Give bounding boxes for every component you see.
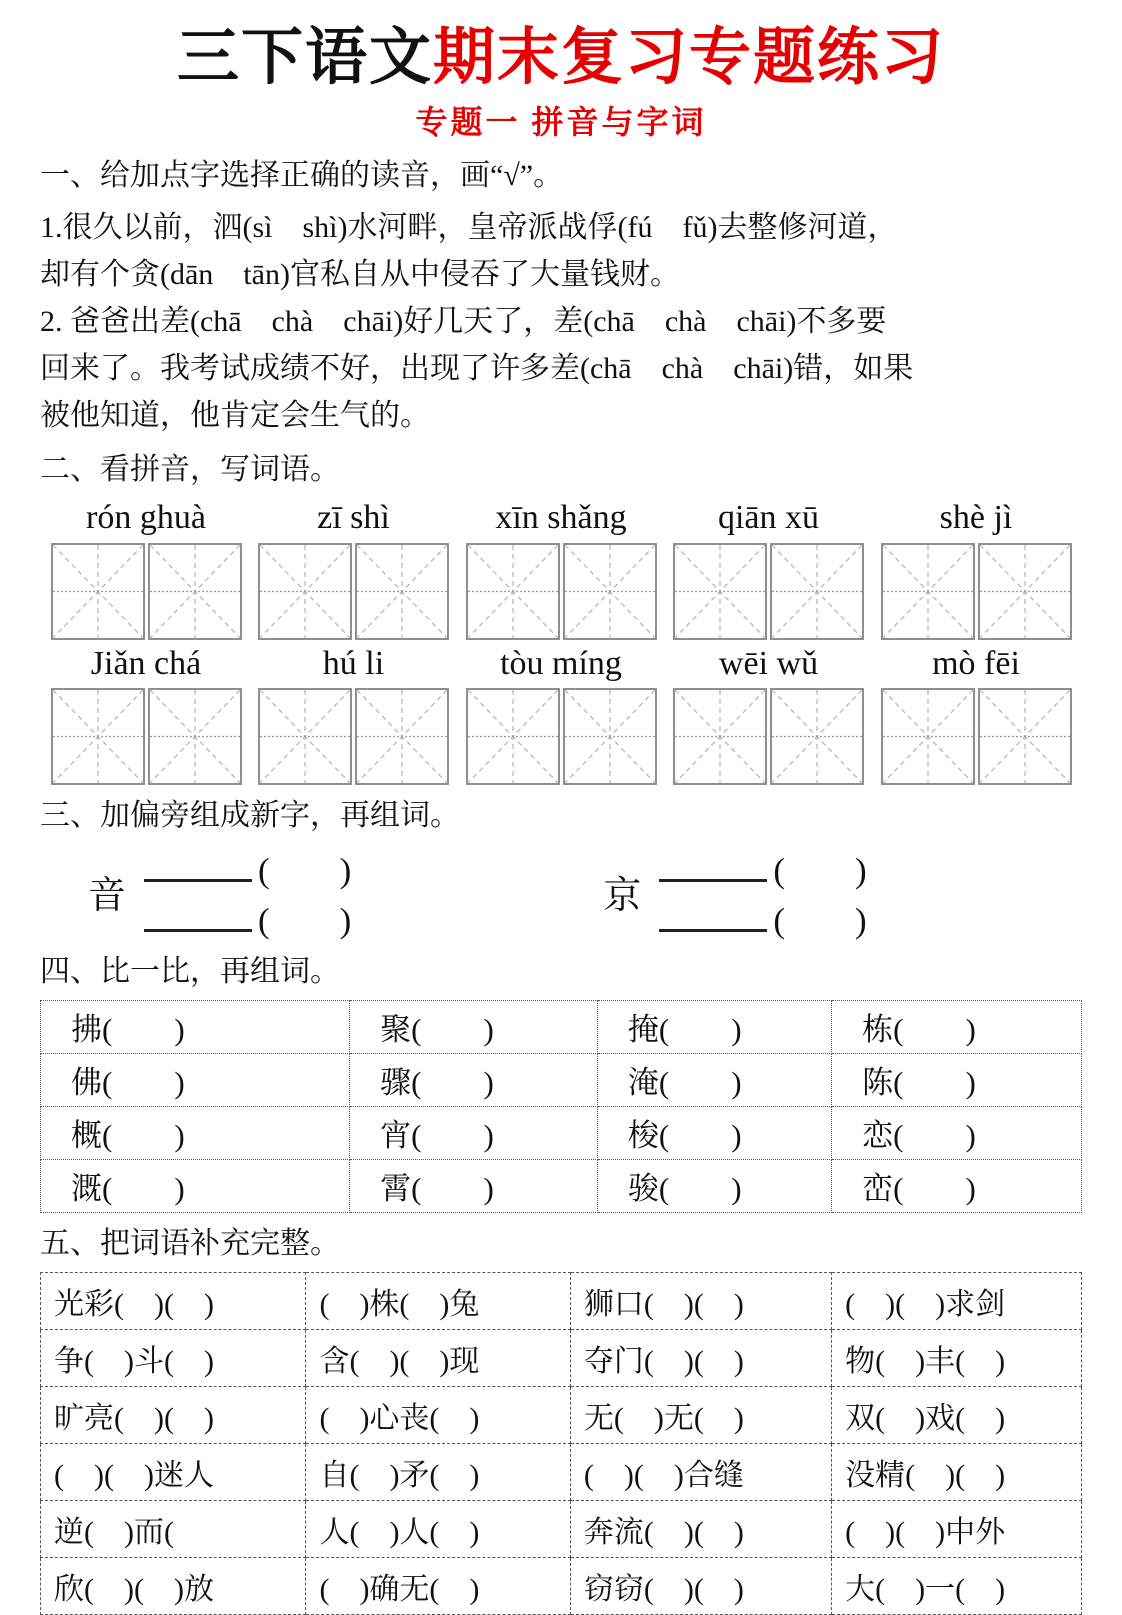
grid-pair [675, 688, 863, 785]
pinyin-word-group [675, 644, 863, 785]
word-blank-cell: 淹( ) [597, 1053, 831, 1106]
mi-grid-box-icon [978, 543, 1072, 640]
section-4 [40, 949, 1082, 1213]
word-paren: ( ) [258, 850, 352, 890]
word-blank-cell: 欣( )( )放 [41, 1557, 306, 1614]
mi-grid-box-icon [563, 543, 657, 640]
word-blank-cell: 骏( ) [597, 1159, 831, 1212]
mi-grid-box-icon [673, 543, 767, 640]
table-row [41, 1106, 1082, 1159]
word-blank-cell: 溉( ) [41, 1159, 350, 1212]
word-paren: ( ) [258, 901, 352, 941]
word-blank-cell: 概( ) [41, 1106, 350, 1159]
answer-line [659, 903, 767, 932]
table-row [41, 1557, 1082, 1614]
grid-pair [467, 543, 655, 640]
table-row [41, 1159, 1082, 1212]
blank-rows [144, 852, 351, 941]
table-row [41, 1000, 1082, 1053]
mi-grid-box-icon [148, 543, 242, 640]
table-row [41, 1500, 1082, 1557]
section-2-heading: 二、看拼音，写词语。 [40, 453, 340, 487]
table-row [41, 1272, 1082, 1329]
mi-grid-box-icon [355, 543, 449, 640]
answer-line [659, 853, 767, 882]
answer-line [144, 903, 252, 932]
grid-pair [467, 688, 655, 785]
pinyin-label: wēi wǔ [718, 644, 819, 682]
pinyin-word-group [882, 498, 1070, 639]
mi-grid-box-icon [51, 543, 145, 640]
word-blank-cell: ( )( )合缝 [570, 1443, 831, 1500]
pinyin-word-group [260, 498, 448, 639]
mi-grid-box-icon [770, 543, 864, 640]
word-blank-cell: ( )( )求剑 [832, 1272, 1082, 1329]
word-blank-cell: 人( )人( ) [306, 1500, 570, 1557]
mi-grid-box-icon [881, 688, 975, 785]
page-title [40, 24, 1082, 93]
section-1-line: 被他知道，他肯定会生气的。 [40, 399, 430, 433]
word-blank-cell: 骤( ) [350, 1053, 598, 1106]
mi-grid-box-icon [770, 688, 864, 785]
word-blank-cell: 无( )无( ) [570, 1386, 831, 1443]
word-paren: ( ) [773, 901, 867, 941]
table-row [41, 1386, 1082, 1443]
word-blank-cell: 窃窃( )( ) [570, 1557, 831, 1614]
word-blank-cell: 双( )戏( ) [832, 1386, 1082, 1443]
mi-grid-box-icon [881, 543, 975, 640]
word-blank-cell: 霄( ) [350, 1159, 598, 1212]
word-paren: ( ) [773, 850, 867, 890]
grid-pair [260, 688, 448, 785]
pinyin-label: qiān xū [717, 499, 820, 537]
pinyin-word-group [52, 498, 240, 639]
word-blank-cell: 梭( ) [597, 1106, 831, 1159]
section-4-heading: 四、比一比，再组词。 [40, 954, 340, 988]
pinyin-word-group [675, 498, 863, 639]
compare-words-table [40, 1000, 1082, 1213]
pinyin-word-group [52, 644, 240, 785]
pinyin-label: Jiǎn chá [90, 644, 202, 682]
mi-grid-box-icon [466, 543, 560, 640]
blank-row [144, 852, 351, 891]
section-1-heading: 一、给加点字选择正确的读音，画“√”。 [40, 159, 564, 193]
grid-pair [882, 688, 1070, 785]
mi-grid-box-icon [673, 688, 767, 785]
section-2 [40, 447, 1082, 784]
pinyin-label: tòu míng [500, 644, 622, 682]
pinyin-word-group [882, 644, 1070, 785]
mi-grid-box-icon [51, 688, 145, 785]
section-1-line: 回来了。我考试成绩不好，出现了许多差(chā chà chāi)错，如果 [40, 352, 914, 386]
section-1-line: 1.很久以前，泗(sì shì)水河畔，皇帝派战俘(fú fǔ)去整修河道， [40, 211, 898, 245]
word-blank-cell: 没精( )( ) [832, 1443, 1082, 1500]
pinyin-row-2 [40, 644, 1082, 785]
word-blank-cell: 奔流( )( ) [570, 1500, 831, 1557]
word-blank-cell: ( )株( )兔 [306, 1272, 570, 1329]
word-blank-cell: 聚( ) [350, 1000, 598, 1053]
pinyin-row-1 [40, 498, 1082, 639]
pinyin-word-group [260, 644, 448, 785]
pinyin-label: rón ghuà [86, 499, 206, 537]
word-blank-cell: 拂( ) [41, 1000, 350, 1053]
section-1-line: 2. 爸爸出差(chā chà chāi)好几天了，差(chā chà chāi)不多要 [40, 305, 887, 339]
section-1-line: 却有个贪(dān tān)官私自从中侵吞了大量钱财。 [40, 258, 680, 292]
word-blank-cell: ( )确无( ) [306, 1557, 570, 1614]
word-blank-cell: ( )心丧( ) [306, 1386, 570, 1443]
word-blank-cell: 含( )( )现 [306, 1329, 570, 1386]
radical-char: 京 [603, 875, 642, 918]
pinyin-word-group [467, 498, 655, 639]
table-row [41, 1329, 1082, 1386]
grid-pair [675, 543, 863, 640]
section-5-heading: 五、把词语补充完整。 [40, 1226, 340, 1260]
word-blank-cell: ( )( )中外 [832, 1500, 1082, 1557]
word-blank-cell: 物( )丰( ) [832, 1329, 1082, 1386]
grid-pair [52, 543, 240, 640]
radical-item-yin [88, 852, 351, 941]
mi-grid-box-icon [355, 688, 449, 785]
mi-grid-box-icon [258, 688, 352, 785]
radical-item-jing [603, 852, 866, 941]
word-blank-cell: 陈( ) [832, 1053, 1082, 1106]
blank-row [659, 902, 866, 941]
word-blank-cell: 峦( ) [832, 1159, 1082, 1212]
word-blank-cell: 栋( ) [832, 1000, 1082, 1053]
section-3 [40, 793, 1082, 941]
mi-grid-box-icon [466, 688, 560, 785]
section-1 [40, 153, 1082, 439]
page-subtitle: 专题一 拼音与字词 [415, 104, 707, 141]
word-blank-cell: 掩( ) [597, 1000, 831, 1053]
pinyin-label: hú li [322, 644, 385, 682]
mi-grid-box-icon [563, 688, 657, 785]
word-blank-cell: 夺门( )( ) [570, 1329, 831, 1386]
mi-grid-box-icon [148, 688, 242, 785]
table-row [41, 1053, 1082, 1106]
pinyin-word-group [467, 644, 655, 785]
word-blank-cell: 光彩( )( ) [41, 1272, 306, 1329]
answer-line [144, 853, 252, 882]
pinyin-label: shè jì [939, 499, 1013, 537]
blank-row [144, 902, 351, 941]
pinyin-label: zī shì [317, 499, 390, 537]
page-title-black: 三下语文 [176, 24, 433, 92]
pinyin-label: xīn shǎng [495, 499, 627, 537]
table-row [41, 1443, 1082, 1500]
word-blank-cell: 宵( ) [350, 1106, 598, 1159]
blank-row [659, 852, 866, 891]
grid-pair [882, 543, 1070, 640]
word-blank-cell: 旷亮( )( ) [41, 1386, 306, 1443]
word-blank-cell: 大( )一( ) [832, 1557, 1082, 1614]
blank-rows [659, 852, 866, 941]
radical-char: 音 [88, 875, 127, 918]
word-blank-cell: 逆( )而( [41, 1500, 306, 1557]
word-blank-cell: ( )( )迷人 [41, 1443, 306, 1500]
page-title-red: 期末复习专题练习 [433, 24, 946, 92]
section-3-heading: 三、加偏旁组成新字，再组词。 [40, 798, 460, 832]
pinyin-label: mò fēi [932, 644, 1020, 682]
word-blank-cell: 恋( ) [832, 1106, 1082, 1159]
grid-pair [260, 543, 448, 640]
mi-grid-box-icon [258, 543, 352, 640]
word-blank-cell: 自( )矛( ) [306, 1443, 570, 1500]
radical-exercise-row [40, 852, 1082, 941]
complete-words-table [40, 1272, 1082, 1615]
grid-pair [52, 688, 240, 785]
word-blank-cell: 佛( ) [41, 1053, 350, 1106]
word-blank-cell: 狮口( )( ) [570, 1272, 831, 1329]
word-blank-cell: 争( )斗( ) [41, 1329, 306, 1386]
mi-grid-box-icon [978, 688, 1072, 785]
section-5 [40, 1221, 1082, 1615]
